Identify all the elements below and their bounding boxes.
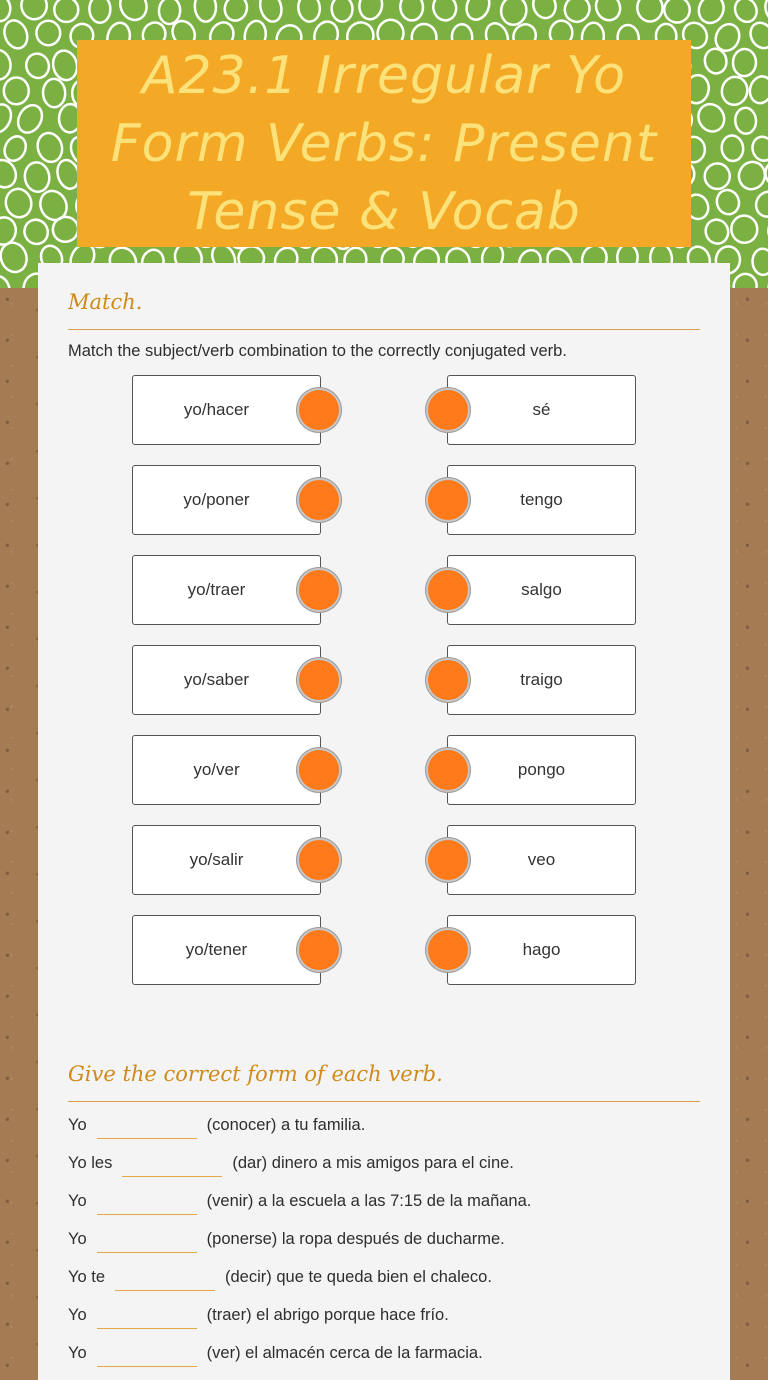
pattern-circle xyxy=(734,107,757,134)
fill-row-prefix: Yo xyxy=(68,1343,87,1362)
fill-row-suffix: (ponerse) la ropa después de ducharme. xyxy=(206,1229,505,1248)
match-right-card[interactable] xyxy=(447,555,636,625)
pattern-circle xyxy=(89,0,110,23)
pattern-circle xyxy=(637,0,663,22)
pattern-circle xyxy=(499,0,528,26)
match-right-connector[interactable] xyxy=(426,748,470,792)
pattern-circle xyxy=(3,186,35,220)
fill-row-suffix: (venir) a la escuela a las 7:15 de la mañana. xyxy=(206,1191,532,1210)
match-right-card[interactable] xyxy=(447,825,636,895)
fill-row-suffix: (traer) el abrigo porque hace frío. xyxy=(206,1305,449,1324)
pattern-circle xyxy=(752,188,768,221)
pattern-circle xyxy=(13,101,46,137)
fill-row-prefix: Yo te xyxy=(68,1267,106,1286)
pattern-circle xyxy=(746,19,768,52)
pattern-circle xyxy=(0,273,13,288)
answer-input[interactable] xyxy=(97,1191,197,1215)
match-divider xyxy=(68,329,700,330)
answer-input[interactable] xyxy=(97,1305,197,1329)
page-title: A23.1 Irregular Yo Form Verbs: Present Tense & Vocab xyxy=(110,45,658,242)
pattern-circle xyxy=(21,216,52,248)
match-left-label: yo/salir xyxy=(189,850,244,869)
match-right-connector[interactable] xyxy=(426,658,470,702)
match-right-label: sé xyxy=(532,400,551,419)
pattern-circle xyxy=(763,158,768,189)
match-left-card[interactable] xyxy=(132,555,321,625)
pattern-circle xyxy=(747,74,768,106)
fill-row-suffix: (conocer) a tu familia. xyxy=(206,1115,366,1134)
match-right-connector[interactable] xyxy=(426,928,470,972)
pattern-circle xyxy=(733,49,757,77)
pattern-circle xyxy=(735,158,768,193)
fill-row-suffix: (ver) el almacén cerca de la farmacia. xyxy=(206,1343,483,1362)
pattern-circle xyxy=(714,187,743,217)
match-right-card[interactable] xyxy=(447,645,636,715)
pattern-circle xyxy=(592,0,624,24)
match-left-label: yo/tener xyxy=(185,940,248,959)
match-left-connector[interactable] xyxy=(297,658,341,702)
pattern-circle xyxy=(257,0,285,24)
pattern-circle xyxy=(694,99,730,136)
answer-input[interactable] xyxy=(115,1267,215,1291)
fill-row-prefix: Yo xyxy=(68,1115,87,1134)
fill-row xyxy=(68,1188,531,1214)
match-left-card[interactable] xyxy=(132,915,321,985)
fill-row xyxy=(68,1226,505,1252)
fill-row xyxy=(68,1112,365,1138)
pattern-circle xyxy=(54,0,78,22)
pattern-circle xyxy=(34,130,65,165)
pattern-circle xyxy=(430,0,459,23)
match-right-label: hago xyxy=(522,940,561,959)
pattern-circle xyxy=(720,134,745,162)
match-left-connector[interactable] xyxy=(297,838,341,882)
match-heading: Match. xyxy=(68,290,143,314)
match-left-label: yo/ver xyxy=(193,760,240,779)
pattern-circle xyxy=(0,0,11,22)
pattern-circle xyxy=(530,0,559,21)
match-left-card[interactable] xyxy=(132,735,321,805)
pattern-circle xyxy=(50,48,80,82)
fill-row xyxy=(68,1302,449,1328)
pattern-circle xyxy=(35,20,61,47)
pattern-circle xyxy=(222,0,250,23)
match-right-connector[interactable] xyxy=(426,388,470,432)
match-right-label: salgo xyxy=(521,580,562,599)
pattern-circle xyxy=(704,162,731,190)
match-left-connector[interactable] xyxy=(297,388,341,432)
match-left-label: yo/traer xyxy=(187,580,246,599)
pattern-circle xyxy=(0,100,16,136)
match-right-card[interactable] xyxy=(447,465,636,535)
pattern-circle xyxy=(695,0,728,27)
title-banner xyxy=(77,40,691,247)
pattern-circle xyxy=(732,272,758,288)
fill-row xyxy=(68,1150,514,1176)
match-right-connector[interactable] xyxy=(426,838,470,882)
fill-row-prefix: Yo xyxy=(68,1191,87,1210)
match-left-card[interactable] xyxy=(132,645,321,715)
pattern-circle xyxy=(297,0,321,23)
pattern-circle xyxy=(0,17,31,52)
fill-row xyxy=(68,1264,492,1290)
match-left-connector[interactable] xyxy=(297,478,341,522)
match-instructions: Match the subject/verb combination to the correctly conjugated verb. xyxy=(68,342,567,360)
answer-input[interactable] xyxy=(97,1343,197,1367)
pattern-circle xyxy=(116,0,151,24)
match-right-card[interactable] xyxy=(447,915,636,985)
pattern-circle xyxy=(23,161,52,194)
match-left-label: yo/poner xyxy=(183,490,250,509)
fill-divider xyxy=(68,1101,700,1102)
match-left-label: yo/saber xyxy=(183,670,250,689)
fill-row-prefix: Yo xyxy=(68,1229,87,1248)
match-right-label: tengo xyxy=(520,490,563,509)
match-right-card[interactable] xyxy=(447,735,636,805)
match-right-card[interactable] xyxy=(447,375,636,445)
fill-row-suffix: (decir) que te queda bien el chaleco. xyxy=(225,1267,492,1286)
match-right-connector[interactable] xyxy=(426,568,470,612)
match-left-connector[interactable] xyxy=(297,928,341,972)
match-left-card[interactable] xyxy=(132,375,321,445)
pattern-circle xyxy=(43,78,66,107)
pattern-circle xyxy=(463,0,494,23)
worksheet-paper xyxy=(38,263,730,1380)
pattern-circle xyxy=(719,74,750,107)
fill-row-prefix: Yo xyxy=(68,1305,87,1324)
fill-row-prefix: Yo les xyxy=(68,1153,113,1172)
answer-input[interactable] xyxy=(97,1229,197,1253)
pattern-circle xyxy=(750,134,768,163)
pattern-circle xyxy=(730,214,759,244)
match-right-connector[interactable] xyxy=(426,478,470,522)
pattern-circle xyxy=(703,217,732,247)
match-left-label: yo/hacer xyxy=(183,400,250,419)
pattern-circle xyxy=(399,0,423,21)
answer-input[interactable] xyxy=(122,1153,222,1177)
match-left-card[interactable] xyxy=(132,825,321,895)
match-left-card[interactable] xyxy=(132,465,321,535)
fill-row-suffix: (dar) dinero a mis amigos para el cine. xyxy=(232,1153,514,1172)
pattern-circle xyxy=(4,77,29,104)
pattern-circle xyxy=(731,0,760,25)
fill-row xyxy=(68,1340,483,1366)
pattern-circle xyxy=(20,0,48,20)
pattern-circle xyxy=(357,0,384,21)
pattern-circle xyxy=(0,48,12,81)
pattern-circle xyxy=(331,0,353,22)
fill-heading: Give the correct form of each verb. xyxy=(68,1062,443,1086)
match-left-connector[interactable] xyxy=(297,748,341,792)
pattern-circle xyxy=(194,0,217,22)
answer-input[interactable] xyxy=(97,1115,197,1139)
pattern-circle xyxy=(752,248,768,275)
match-right-label: traigo xyxy=(520,670,563,689)
match-right-label: pongo xyxy=(517,760,566,779)
match-left-connector[interactable] xyxy=(297,568,341,612)
match-right-label: veo xyxy=(527,850,556,869)
pattern-circle xyxy=(0,239,31,276)
pattern-circle xyxy=(23,51,52,81)
